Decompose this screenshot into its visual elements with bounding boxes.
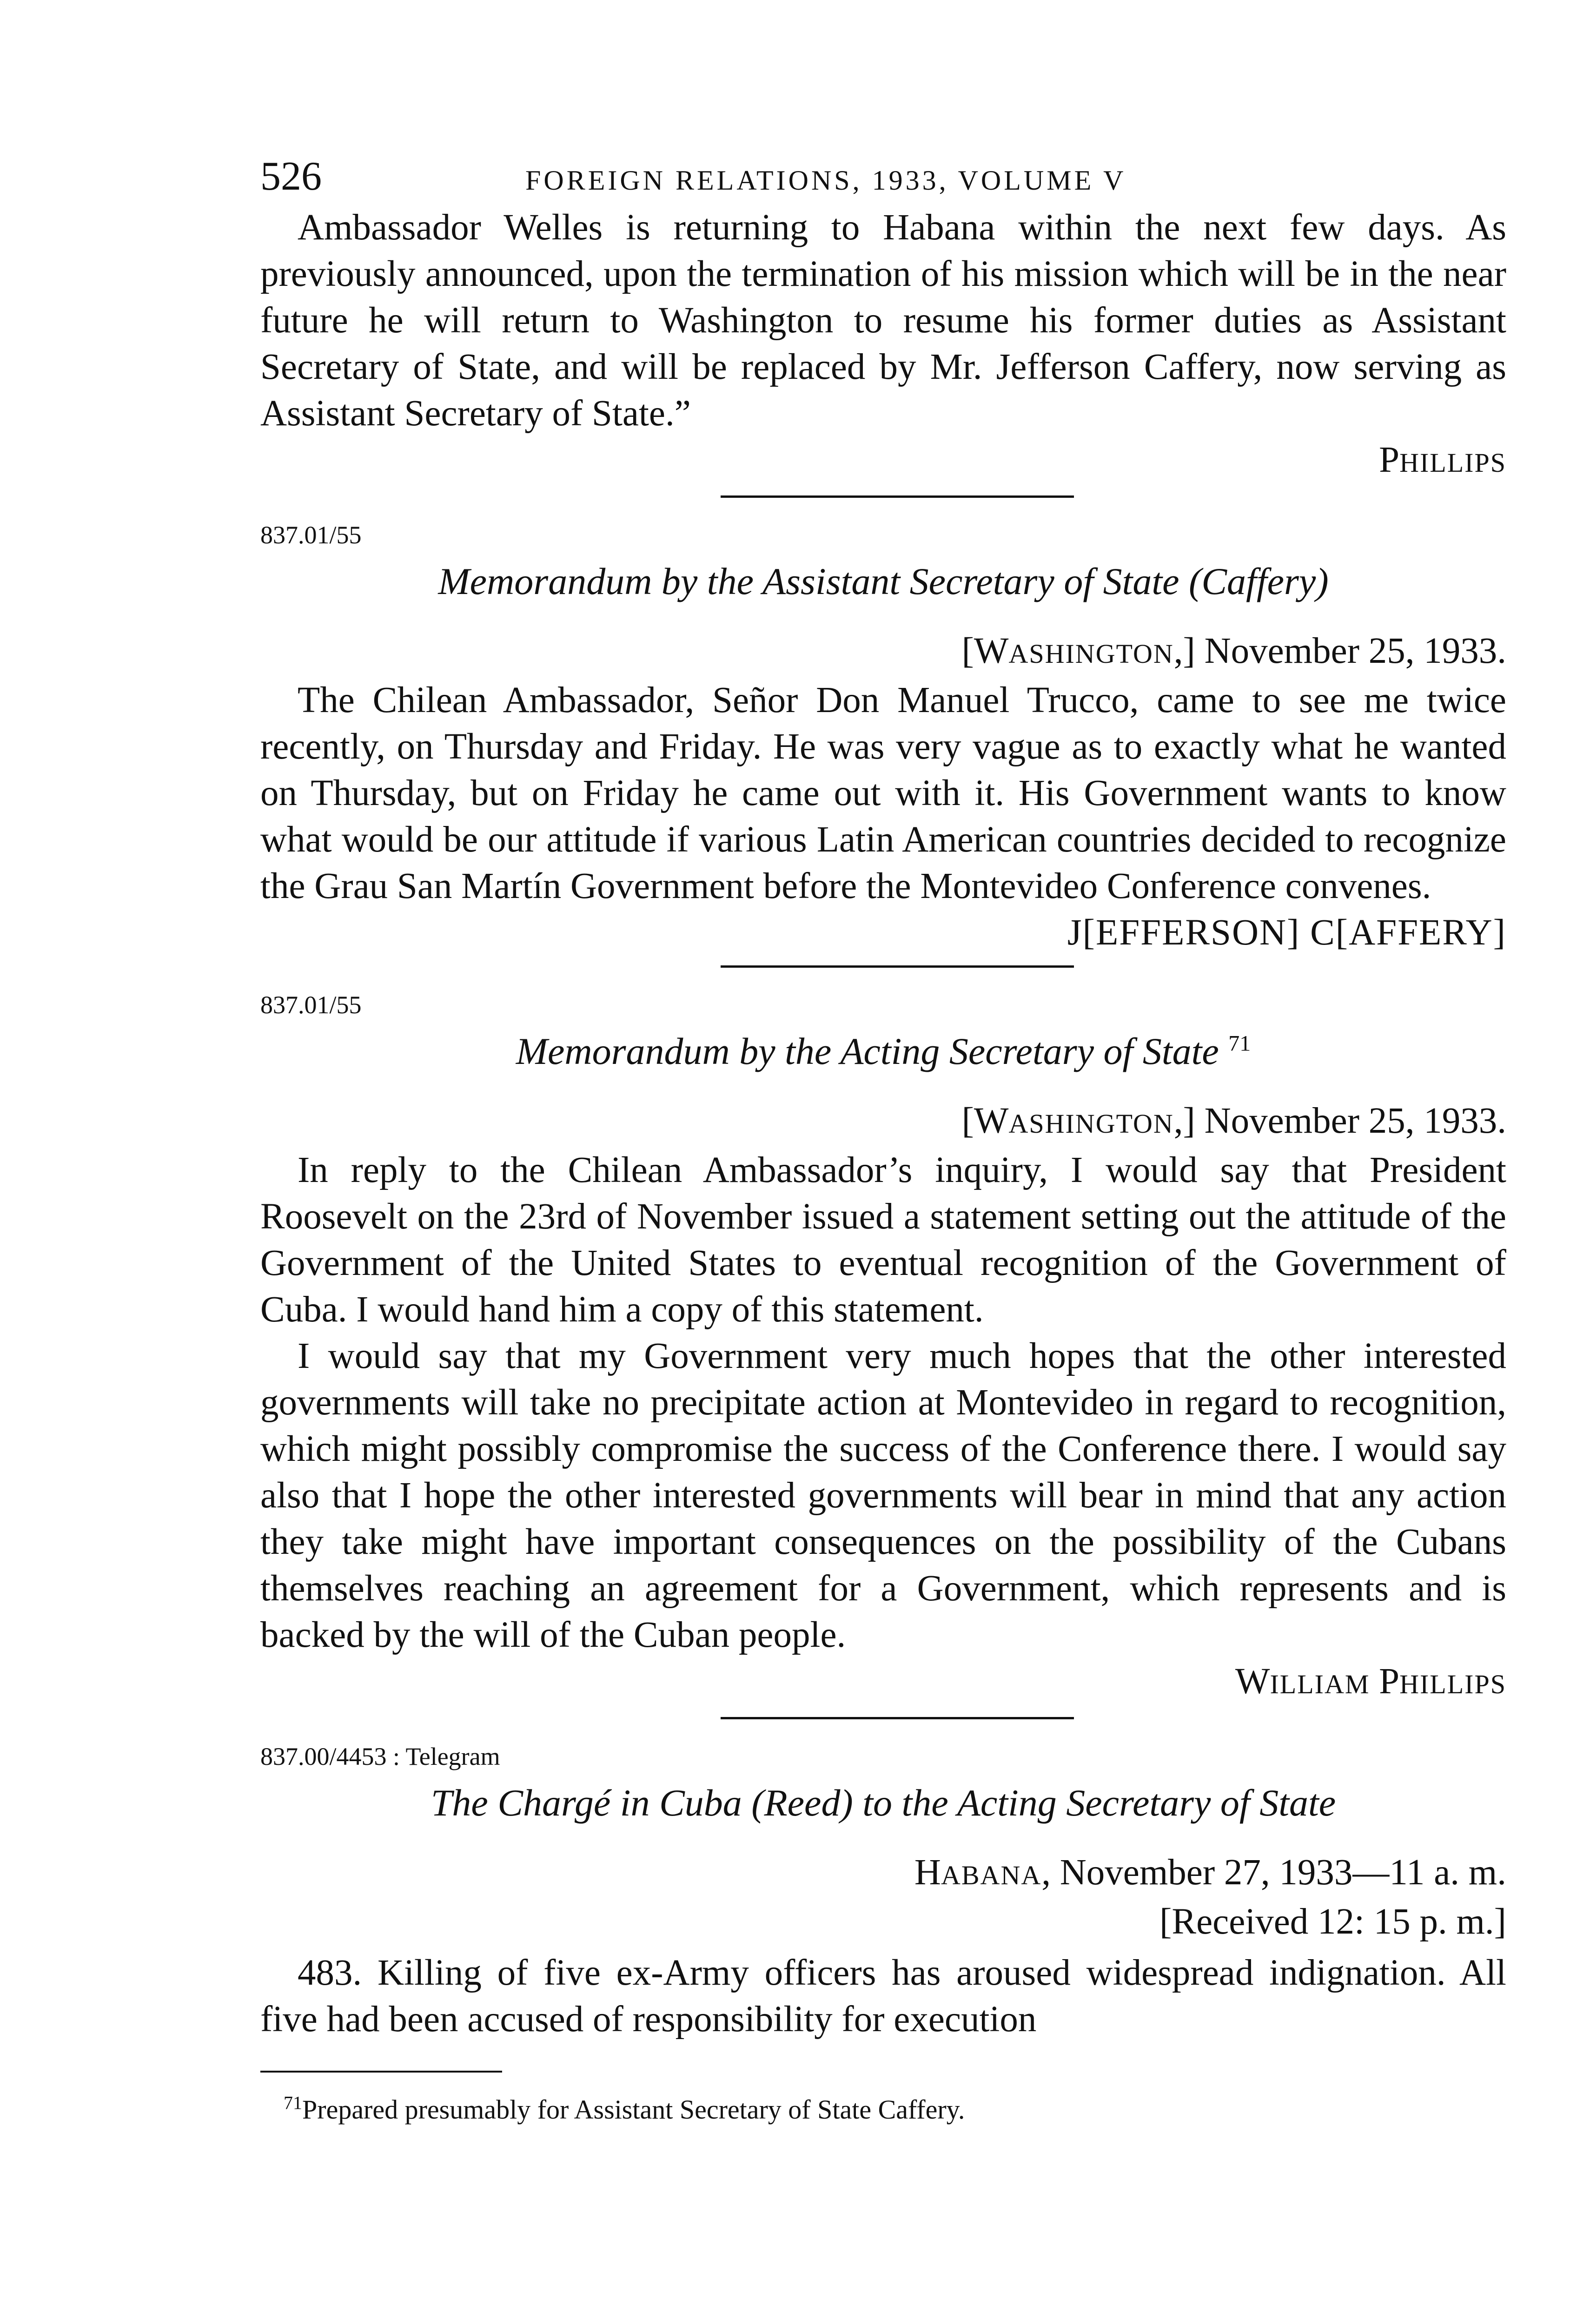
received-time: [Received 12: 15 p. m.] <box>1159 1901 1506 1942</box>
telegram-body: 483. Killing of five ex-Army officers has aroused widespread indignation. All five had been accused of responsibility for execution <box>260 1953 1506 2040</box>
signature-william-phillips: WILLIAM PHILLIPS <box>1235 1661 1506 1702</box>
footnote: $^{71}$Prepared presumably for Assistant Secretary of State Caffery. <box>284 2092 965 2125</box>
document-title: Memorandum by the Acting Secretary of State $^{71}$ <box>516 1030 1251 1072</box>
section-divider <box>721 965 1074 968</box>
file-number: 837.01/55 <box>260 521 362 549</box>
file-number: 837.01/55 <box>260 991 362 1019</box>
footnote-divider <box>260 2071 502 2073</box>
footnote-reference: 71 <box>1228 1031 1251 1056</box>
page-header <box>260 153 1506 205</box>
page-number: 526 <box>260 154 322 199</box>
dateline: HABANA, November 27, 1933—11 a. m. <box>914 1852 1506 1893</box>
document-page <box>260 153 1506 2324</box>
memo-paragraph: I would say that my Government very much hopes that the other interested governments will take no precipitate action at Montevideo in regard to recognition, which might possibly compromise the success of the Conference there. I would say also that I hope the other interested governments will bear in mind that any action they take might have important consequences on the possibility of the Cubans themselves reaching an agreement for a Government, which represents and is backed by the will of the Cuban people. <box>260 1336 1506 1655</box>
dateline: [WASHINGTON,] November 25, 1933. <box>961 631 1506 671</box>
signature-phillips: PHILLIPS <box>1379 440 1506 480</box>
document-title: The Chargé in Cuba (Reed) to the Acting Secretary of State <box>431 1782 1336 1824</box>
running-title: FOREIGN RELATIONS, 1933, VOLUME V <box>525 165 1126 196</box>
signature-caffery: J[EFFERSON] C[AFFERY] <box>1067 912 1506 953</box>
section-divider <box>721 495 1074 498</box>
memo-body: The Chilean Ambassador, Señor Don Manuel Trucco, came to see me twice recently, on Thursday and Friday. He was very vague as to exactly what he wanted on Thursday, but on Friday he came out with it. His Government wants to know what would be our attitude if various Latin American countries decided to recognize the Grau San Martín Government before the Montevideo Conference convenes. <box>260 680 1506 906</box>
dateline: [WASHINGTON,] November 25, 1933. <box>961 1101 1506 1141</box>
file-number: 837.00/4453 : Telegram <box>260 1743 500 1770</box>
document-title: Memorandum by the Assistant Secretary of State (Caffery) <box>438 560 1329 602</box>
section-divider <box>721 1717 1074 1719</box>
memo-paragraph: In reply to the Chilean Ambassador’s inquiry, I would say that President Roosevelt on the 23rd of November issued a statement setting out the attitude of the Government of the United States to eventual recognition of the Government of Cuba. I would hand him a copy of this statement. <box>260 1150 1506 1330</box>
continued-paragraph: Ambassador Welles is returning to Habana within the next few days. As previously announced, upon the termination of his mission which will be in the near future he will return to Washington to resume his former duties as Assistant Secretary of State, and will be replaced by Mr. Jefferson Caffery, now serving as Assistant Secretary of State.” <box>260 207 1506 434</box>
